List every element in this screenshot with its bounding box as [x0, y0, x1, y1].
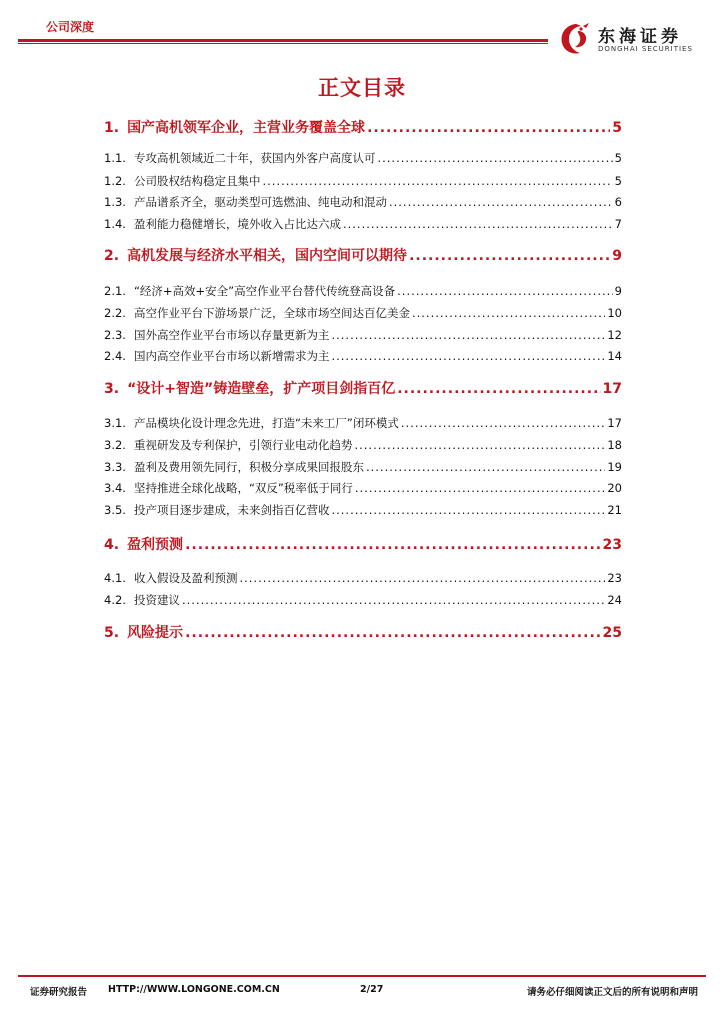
toc-entry[interactable] [104, 216, 622, 232]
toc-entry-page: 25 [602, 625, 622, 641]
toc-entry-title: 收入假设及盈利预测 [133, 571, 238, 585]
toc-entry-title: 高机发展与经济水平相关，国内空间可以期待 [127, 248, 408, 264]
toc-entry-page: 19 [607, 460, 622, 474]
toc-entry-title: 投产项目逐步建成，未来剑指百亿营收 [133, 503, 330, 517]
toc-dot-leader [389, 195, 613, 209]
header-rule-thin [18, 43, 548, 44]
toc-entry[interactable] [104, 570, 622, 586]
toc-dot-leader [412, 306, 605, 320]
toc-dot-leader [377, 151, 612, 165]
toc-entry-number: 2.3. [104, 328, 126, 342]
toc-entry-page: 5 [612, 120, 622, 136]
toc-entry-number: 1.2. [104, 174, 126, 188]
toc-entry[interactable] [104, 622, 622, 642]
toc-entry-number: 3.4. [104, 481, 126, 495]
toc-entry-title: 公司股权结构稳定且集中 [133, 174, 261, 188]
toc-dot-leader [331, 349, 605, 363]
toc-entry-number: 3.3. [104, 460, 126, 474]
toc-entry-number: 4. [104, 537, 120, 553]
toc-entry-number: 3. [104, 381, 120, 397]
toc-entry-page: 9 [612, 248, 622, 264]
toc-entry-number: 2.4. [104, 349, 126, 363]
toc-entry-page: 7 [614, 217, 622, 231]
toc-entry-title: 坚持推进全球化战略，“双反”税率低于同行 [133, 481, 353, 495]
toc-dot-leader [343, 217, 613, 231]
toc-entry-title: 盈利能力稳健增长，境外收入占比达六成 [133, 217, 341, 231]
report-type-tag: 公司深度 [46, 20, 95, 34]
toc-entry-title: 盈利预测 [127, 537, 184, 553]
toc-entry-page: 20 [607, 481, 622, 495]
toc-entry-page: 5 [614, 151, 622, 165]
toc-dot-leader [331, 503, 605, 517]
toc-entry[interactable] [104, 194, 622, 210]
toc-entry[interactable] [104, 502, 622, 518]
toc-entry[interactable] [104, 592, 622, 608]
toc-entry-number: 2.2. [104, 306, 126, 320]
toc-entry-number: 3.1. [104, 416, 126, 430]
toc-entry[interactable] [104, 305, 622, 321]
toc-dot-leader [366, 460, 605, 474]
toc-entry[interactable] [104, 348, 622, 364]
toc-entry[interactable] [104, 245, 622, 265]
toc-entry-title: 国内高空作业平台市场以新增需求为主 [133, 349, 330, 363]
toc-entry-page: 24 [607, 593, 622, 607]
toc-dot-leader [401, 416, 605, 430]
toc-entry-title: 投资建议 [133, 593, 180, 607]
toc-entry-page: 6 [614, 195, 622, 209]
toc-dot-leader [367, 120, 610, 136]
footer-page-number: 2/27 [360, 984, 384, 995]
toc-entry-page: 23 [607, 571, 622, 585]
toc-entry[interactable] [104, 173, 622, 189]
toc-entry-title: 盈利及费用领先同行，积极分享成果回报股东 [133, 460, 364, 474]
toc-entry-number: 1.4. [104, 217, 126, 231]
logo-english-name: DONGHAI SECURITIES [598, 45, 693, 53]
toc-entry-page: 23 [602, 537, 622, 553]
toc-dot-leader [397, 381, 600, 397]
toc-dot-leader [185, 625, 600, 641]
company-logo [556, 20, 716, 60]
toc-entry-title: 国产高机领军企业，主营业务覆盖全球 [127, 120, 366, 136]
toc-entry[interactable] [104, 327, 622, 343]
toc-entry-page: 12 [607, 328, 622, 342]
toc-entry-title: 产品谱系齐全，驱动类型可选燃油、纯电动和混动 [133, 195, 387, 209]
toc-entry-title: “经济+高效+安全”高空作业平台替代传统登高设备 [133, 284, 396, 298]
toc-entry-page: 17 [607, 416, 622, 430]
toc-entry[interactable] [104, 378, 622, 398]
toc-entry-number: 4.1. [104, 571, 126, 585]
toc-dot-leader [409, 248, 610, 264]
toc-entry-number: 3.5. [104, 503, 126, 517]
toc-entry-page: 21 [607, 503, 622, 517]
toc-entry-page: 14 [607, 349, 622, 363]
toc-entry[interactable] [104, 150, 622, 166]
toc-entry[interactable] [104, 283, 622, 299]
toc-entry-page: 18 [607, 438, 622, 452]
toc-entry-number: 1.3. [104, 195, 126, 209]
page-header [0, 0, 724, 60]
toc-entry[interactable] [104, 117, 622, 137]
page-footer [30, 984, 698, 1000]
footer-disclaimer: 请务必仔细阅读正文后的所有说明和声明 [526, 987, 698, 998]
toc-dot-leader [185, 537, 600, 553]
toc-entry-title: 产品模块化设计理念先进，打造“未来工厂”闭环模式 [133, 416, 399, 430]
toc-entry-title: 高空作业平台下游场景广泛，全球市场空间达百亿美金 [133, 306, 410, 320]
toc-dot-leader [331, 328, 605, 342]
toc-entry[interactable] [104, 534, 622, 554]
toc-entry-number: 2. [104, 248, 120, 264]
toc-entry-page: 5 [614, 174, 622, 188]
toc-dot-leader [354, 438, 605, 452]
toc-dot-leader [239, 571, 605, 585]
toc-entry-page: 10 [607, 306, 622, 320]
page-title: 正文目录 [318, 76, 406, 100]
toc-entry-number: 4.2. [104, 593, 126, 607]
toc-entry[interactable] [104, 459, 622, 475]
toc-entry[interactable] [104, 480, 622, 496]
logo-chinese-name: 东海证券 [598, 27, 682, 47]
toc-entry-number: 2.1. [104, 284, 126, 298]
toc-entry-title: 重视研发及专利保护，引领行业电动化趋势 [133, 438, 353, 452]
dragon-logo-icon [556, 20, 594, 58]
toc-entry-number: 1.1. [104, 151, 126, 165]
footer-rule [18, 975, 706, 977]
toc-entry-number: 3.2. [104, 438, 126, 452]
toc-dot-leader [397, 284, 613, 298]
header-rule [18, 39, 548, 42]
toc-entry-title: 专攻高机领域近二十年，获国内外客户高度认可 [133, 151, 376, 165]
toc-entry-page: 9 [614, 284, 622, 298]
toc-entry-title: 风险提示 [127, 625, 184, 641]
toc-entry[interactable] [104, 437, 622, 453]
toc-entry-number: 5. [104, 625, 120, 641]
toc-entry-page: 17 [602, 381, 622, 397]
toc-entry-title: 国外高空作业平台市场以存量更新为主 [133, 328, 330, 342]
toc-entry-title: “设计+智造”铸造壁垒，扩产项目剑指百亿 [127, 381, 396, 397]
toc-dot-leader [355, 481, 605, 495]
toc-dot-leader [262, 174, 612, 188]
footer-website-link[interactable]: HTTP://WWW.LONGONE.COM.CN [108, 984, 280, 995]
toc-entry[interactable] [104, 415, 622, 431]
toc-entry-number: 1. [104, 120, 120, 136]
toc-dot-leader [182, 593, 605, 607]
footer-report-label: 证券研究报告 [30, 987, 88, 998]
